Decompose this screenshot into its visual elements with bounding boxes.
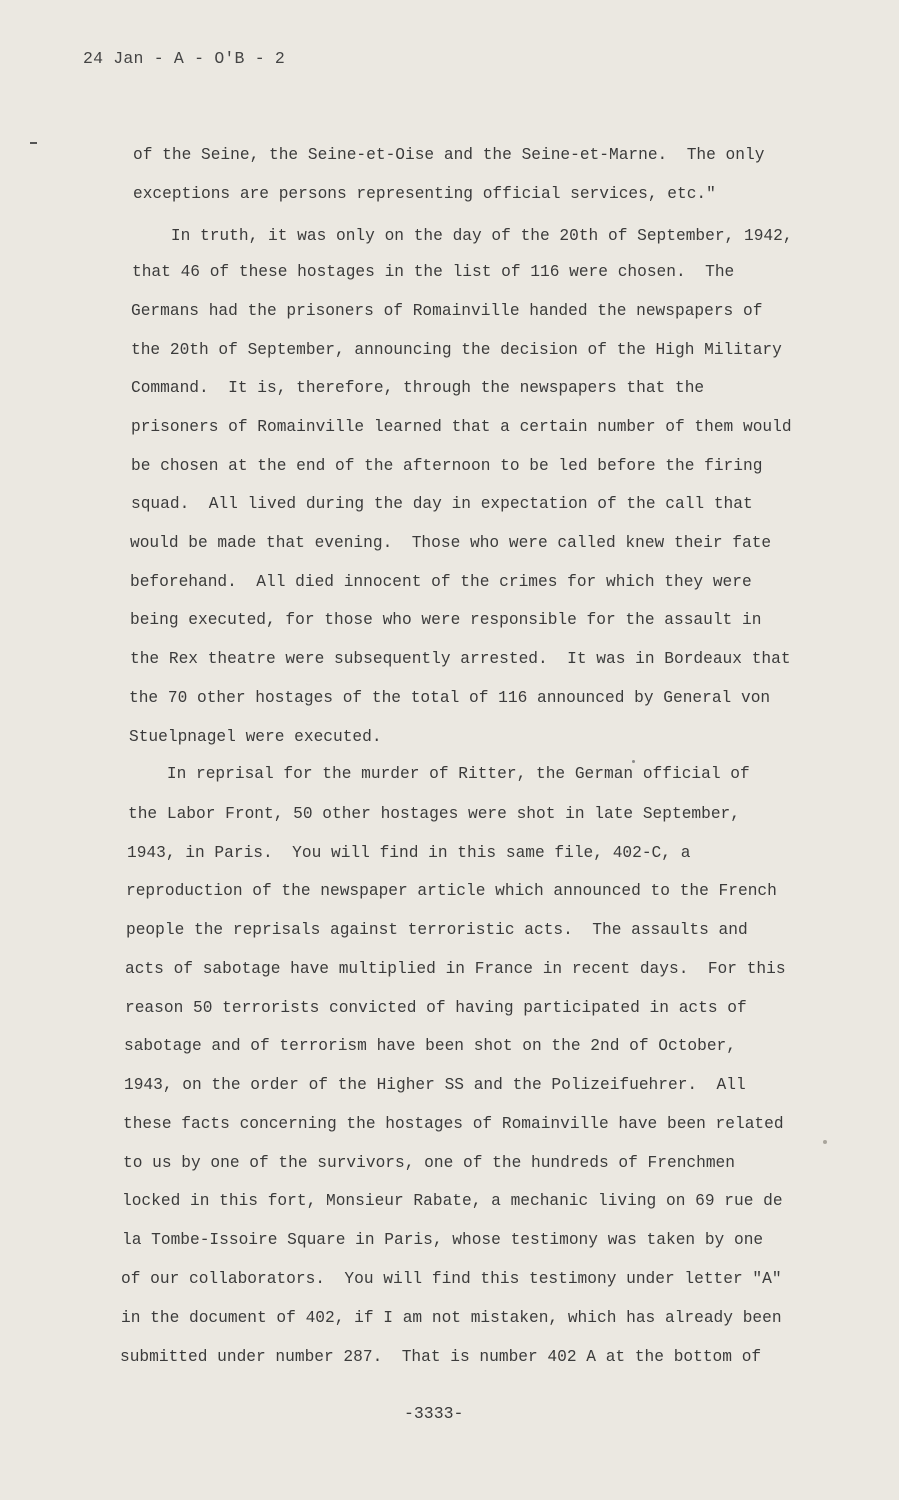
text-line: Command. It is, therefore, through the newspapers that the <box>131 379 705 397</box>
text-line: in the document of 402, if I am not mistaken, which has already been <box>121 1309 782 1327</box>
text-line: reason 50 terrorists convicted of having participated in acts of <box>125 999 747 1017</box>
text-line: locked in this fort, Monsieur Rabate, a mechanic living on 69 rue de <box>122 1192 783 1210</box>
page-reference-header: 24 Jan - A - O'B - 2 <box>83 49 286 68</box>
text-line: Stuelpnagel were executed. <box>129 728 382 746</box>
paper-speck <box>632 760 635 763</box>
text-line: of our collaborators. You will find this testimony under letter "A" <box>121 1270 782 1288</box>
text-line: would be made that evening. Those who were called knew their fate <box>130 534 772 552</box>
text-line: In truth, it was only on the day of the 20th of September, 1942, <box>132 227 793 245</box>
text-line: the Rex theatre were subsequently arrested. It was in Bordeaux that <box>130 650 791 668</box>
text-line: submitted under number 287. That is number 402 A at the bottom of <box>120 1348 762 1366</box>
text-line: squad. All lived during the day in expectation of the call that <box>131 495 753 513</box>
text-line: people the reprisals against terroristic acts. The assaults and <box>126 921 748 939</box>
text-line: be chosen at the end of the afternoon to be led before the firing <box>131 457 763 475</box>
text-line: 1943, in Paris. You will find in this same file, 402-C, a <box>127 844 691 862</box>
text-line: reproduction of the newspaper article which announced to the French <box>126 882 777 900</box>
text-line: beforehand. All died innocent of the crimes for which they were <box>130 573 752 591</box>
text-line: acts of sabotage have multiplied in France in recent days. For this <box>125 960 786 978</box>
text-line: sabotage and of terrorism have been shot on the 2nd of October, <box>124 1037 736 1055</box>
text-line: exceptions are persons representing official services, etc." <box>133 185 716 203</box>
text-line: that 46 of these hostages in the list of 116 were chosen. The <box>132 263 735 281</box>
margin-mark <box>30 142 37 144</box>
text-line: the 20th of September, announcing the decision of the High Military <box>131 341 782 359</box>
text-line: la Tombe-Issoire Square in Paris, whose testimony was taken by one <box>122 1231 764 1249</box>
text-line: the 70 other hostages of the total of 116 announced by General von <box>129 689 771 707</box>
text-line: the Labor Front, 50 other hostages were shot in late September, <box>128 805 740 823</box>
text-line: prisoners of Romainville learned that a certain number of them would <box>131 418 792 436</box>
text-line: being executed, for those who were responsible for the assault in <box>130 611 762 629</box>
text-line: to us by one of the survivors, one of the hundreds of Frenchmen <box>123 1154 735 1172</box>
paper-speck <box>823 1140 827 1144</box>
text-line: of the Seine, the Seine-et-Oise and the Seine-et-Marne. The only <box>133 146 765 164</box>
page-number: -3333- <box>404 1404 464 1423</box>
text-line: Germans had the prisoners of Romainville handed the newspapers of <box>131 302 763 320</box>
text-line: these facts concerning the hostages of Romainville have been related <box>123 1115 784 1133</box>
text-line: 1943, on the order of the Higher SS and the Polizeifuehrer. All <box>124 1076 746 1094</box>
text-line: In reprisal for the murder of Ritter, the German official of <box>128 765 750 783</box>
